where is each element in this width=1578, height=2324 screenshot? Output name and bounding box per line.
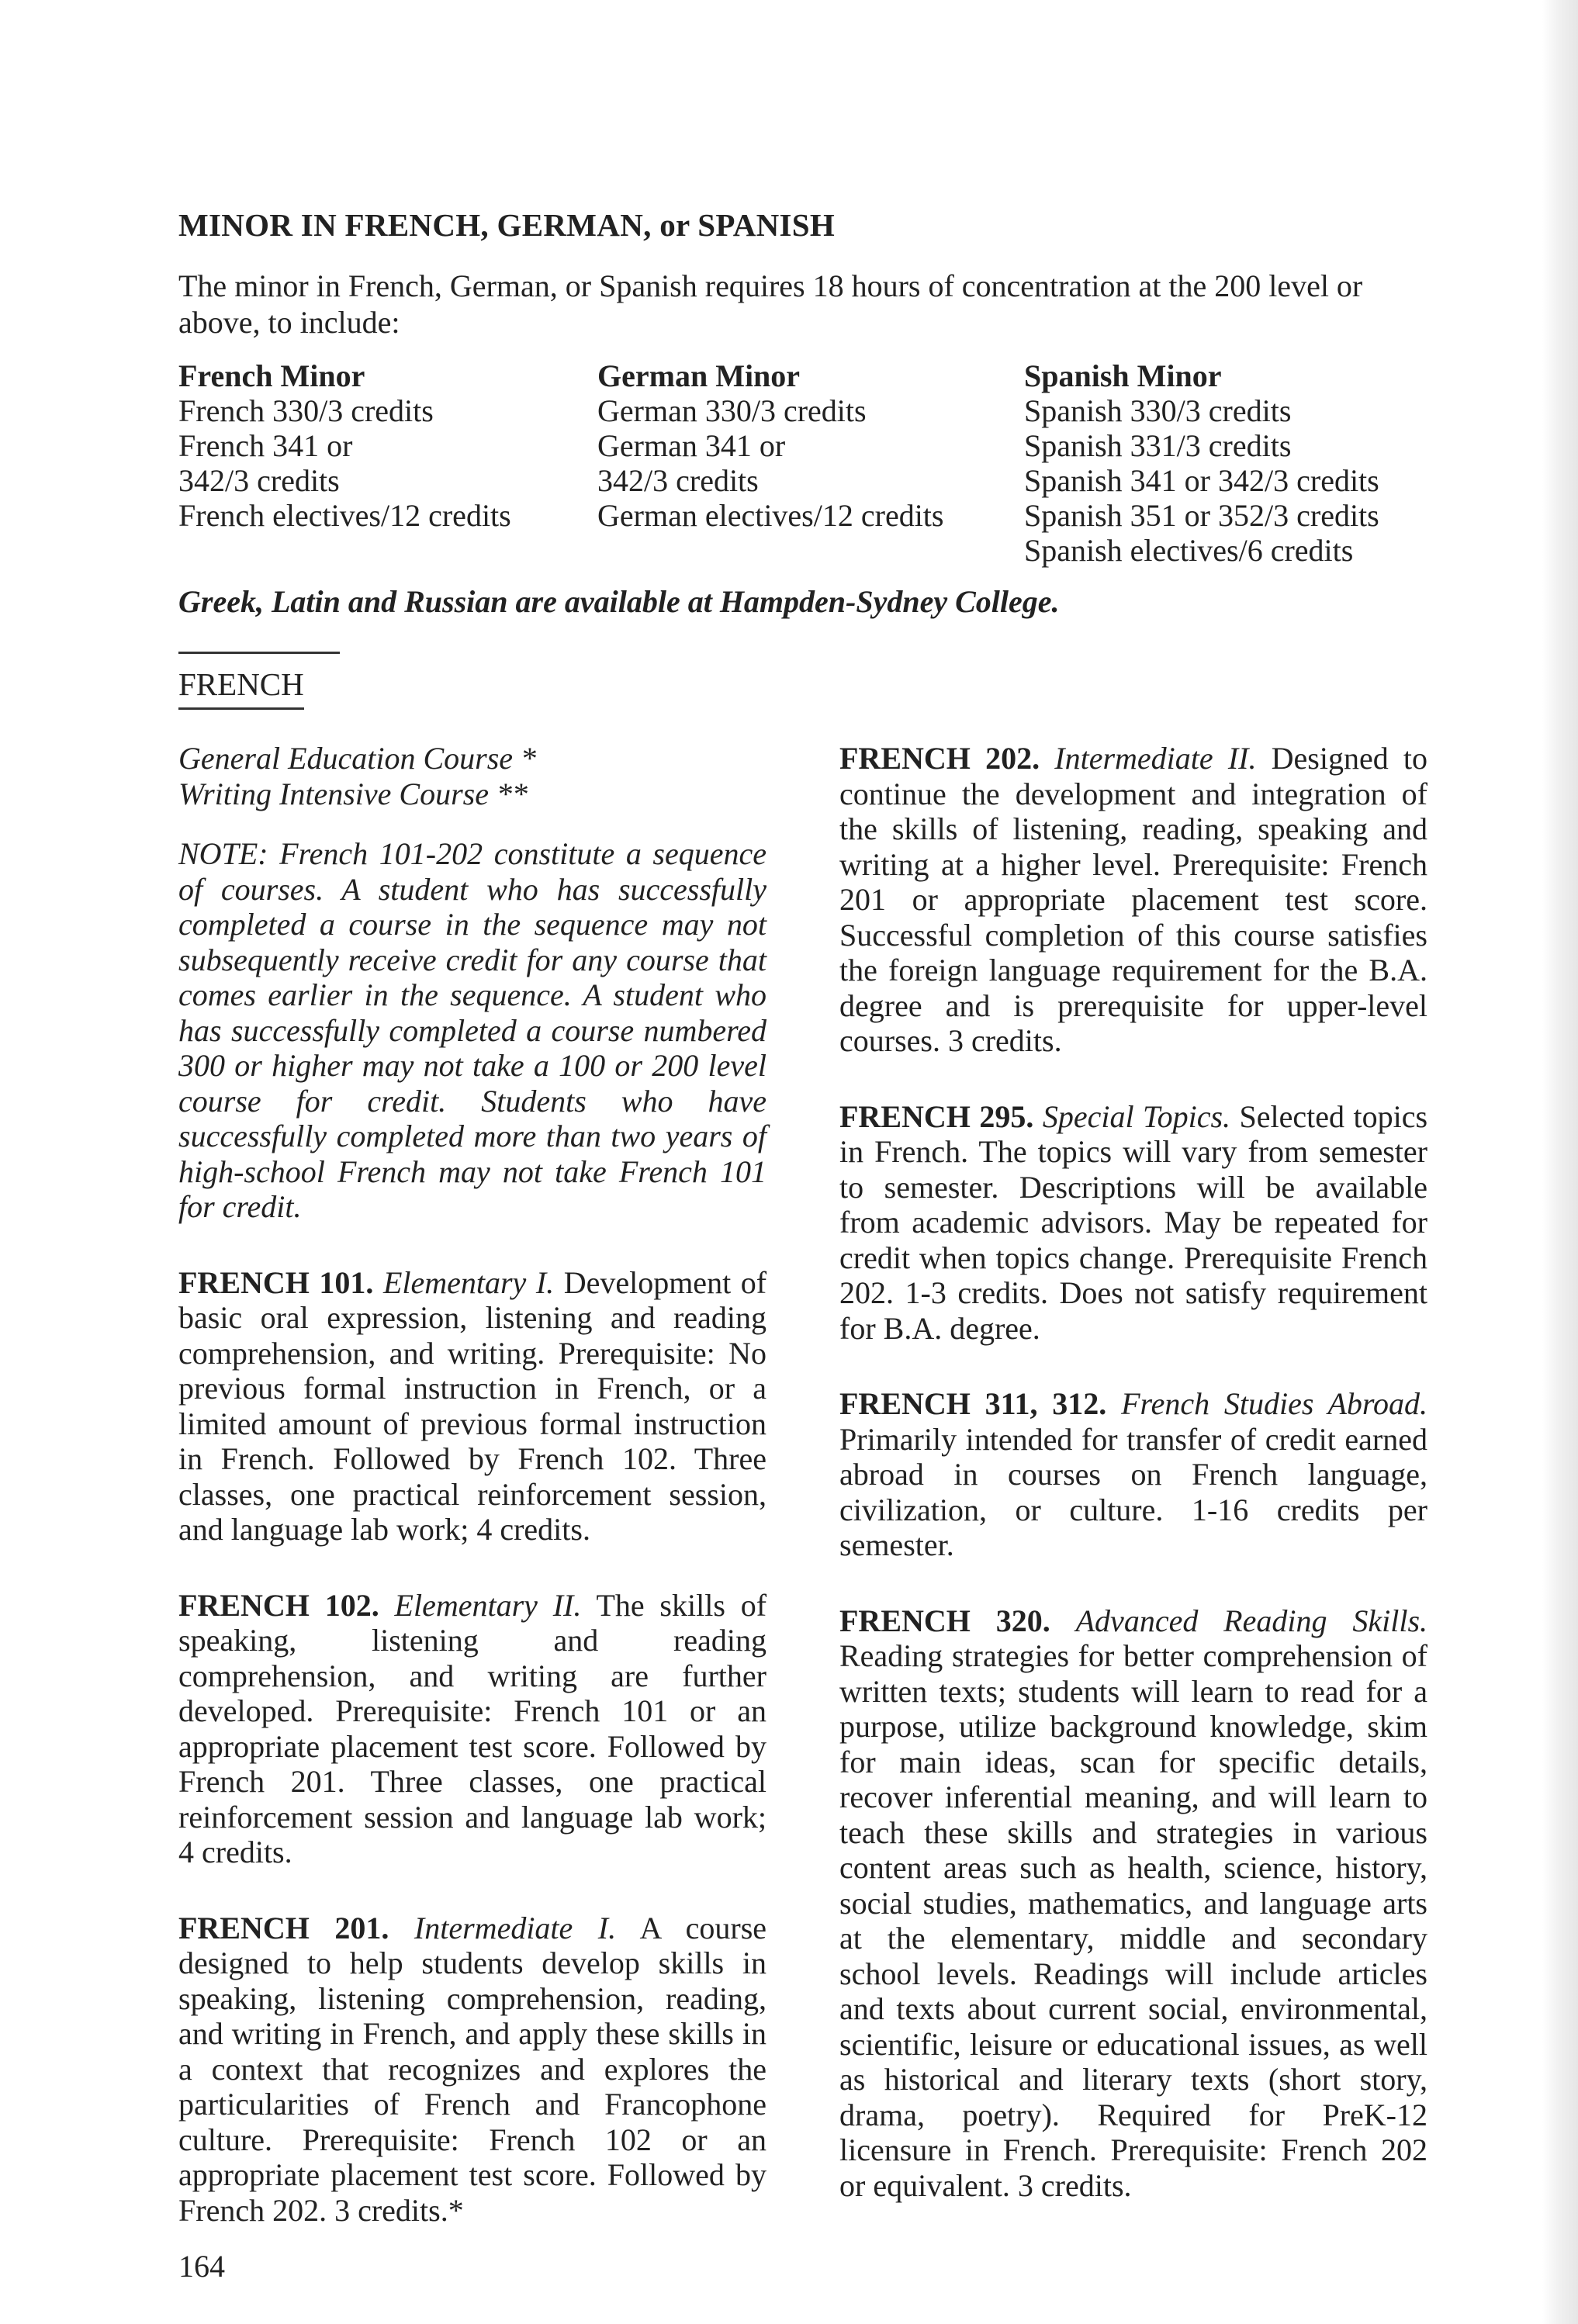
gen-ed-legend: General Education Course * [178, 741, 537, 776]
course-title: Elementary II. [394, 1587, 582, 1623]
course-description: Designed to continue the development and integration of the skills of listening, reading, speaking and writing at a higher level. Prerequisite: French 201 or appropriate placement test score. Successful completion of this course satisfies the foreign language requirement for the B.A. degree and is prerequisite for upper-level courses. 3 credits. [839, 741, 1428, 1058]
german-minor-item: German 330/3 credits [597, 393, 867, 428]
course-number: FRENCH 101. [178, 1264, 374, 1300]
right-column [839, 741, 1427, 2203]
course-number: FRENCH 295. [839, 1098, 1034, 1134]
german-minor-item: German 341 or [597, 428, 786, 463]
spanish-minor-column [1024, 358, 1379, 568]
spanish-minor-heading: Spanish Minor [1024, 358, 1222, 393]
course-number: FRENCH 311, 312. [839, 1386, 1107, 1421]
course-number: FRENCH 202. [839, 741, 1040, 776]
sequence-note: NOTE: French 101-202 constitute a sequence of courses. A student who has successfully completed a course in the sequence may not subsequently receive credit for any course that comes earlier in the sequence. A student who has successfully completed a course numbered 300 or higher may not take a 100 or 200 level course for credit. Students who have successfully completed more than two years of high-school French may not take French 101 for credit. [178, 836, 767, 1224]
course-title: Advanced Reading Skills. [1075, 1603, 1428, 1638]
french-minor-item: French electives/12 credits [178, 498, 511, 533]
german-minor-item: 342/3 credits [597, 463, 759, 498]
course-french-201 [178, 1911, 767, 2229]
french-minor-column [178, 358, 511, 533]
course-french-311-312 [839, 1386, 1427, 1563]
spanish-minor-item: Spanish 331/3 credits [1024, 428, 1292, 463]
course-french-102 [178, 1588, 767, 1870]
course-title: Elementary I. [382, 1264, 555, 1300]
section-title-french: FRENCH [178, 666, 304, 710]
course-description: Primarily intended for transfer of credit earned abroad in courses on French language, civilization, or culture. 1-16 credits per semester. [839, 1421, 1427, 1562]
course-french-295 [839, 1099, 1427, 1347]
section-divider [178, 652, 340, 654]
french-minor-item: 342/3 credits [178, 463, 340, 498]
course-title: Intermediate II. [1054, 741, 1257, 776]
language-availability-note: Greek, Latin and Russian are available at Hampden-Sydney College. [178, 584, 1060, 619]
left-column [178, 741, 767, 2228]
course-french-320 [839, 1603, 1427, 2204]
french-minor-heading: French Minor [178, 358, 365, 393]
course-description: The skills of speaking, listening and reading comprehension, and writing are further developed. Prerequisite: French 101 or an appropriate placement test score. Followed by French 201. Three classes, one practical reinforcement session and language lab work; 4 credits. [178, 1587, 767, 1869]
course-description: Selected topics in French. The topics will vary from semester to semester. Descriptions will be available from academic advisors. May be repeated for credit when topics change. Prerequisite French 202. 1-3 credits. Does not satisfy requirement for B.A. degree. [839, 1098, 1428, 1346]
spanish-minor-item: Spanish 351 or 352/3 credits [1024, 498, 1379, 533]
minor-heading: MINOR IN FRENCH, GERMAN, or SPANISH [178, 207, 836, 243]
course-number: FRENCH 102. [178, 1587, 379, 1623]
french-minor-item: French 330/3 credits [178, 393, 434, 428]
course-french-202 [839, 741, 1427, 1059]
page-edge-shadow [1542, 0, 1578, 2324]
german-minor-heading: German Minor [597, 358, 801, 393]
german-minor-column [597, 358, 943, 533]
course-number: FRENCH 320. [839, 1603, 1050, 1638]
course-french-101 [178, 1265, 767, 1548]
course-description: A course designed to help students develop skills in speaking, listening comprehension, reading, and writing in French, and apply these skills in a context that recognizes and explores the particularities of French and Francophone culture. Prerequisite: French 102 or an appropriate placement test score. Followed by French 202. 3 credits.* [178, 1910, 767, 2228]
writing-intensive-legend: Writing Intensive Course ** [178, 776, 528, 811]
spanish-minor-item: Spanish 330/3 credits [1024, 393, 1292, 428]
spanish-minor-item: Spanish 341 or 342/3 credits [1024, 463, 1379, 498]
course-title: Intermediate I. [414, 1910, 617, 1945]
course-description: Development of basic oral expression, listening and reading comprehension, and writing. Prerequisite: No previous formal instruction in French, or a limited amount of previous formal instruction in French. Followed by French 102. Three classes, one practical reinforcement session, and language lab work; 4 credits. [178, 1264, 767, 1547]
course-description: Reading strategies for better comprehension of written texts; students will learn to read for a purpose, utilize background knowledge, skim for main ideas, scan for specific details, recover inferential meaning, and will learn to teach these skills and strategies in various content areas such as health, science, history, social studies, mathematics, and language arts at the elementary, middle and secondary school levels. Readings will include articles and texts about current social, environmental, scientific, leisure or educational issues, as well as historical and literary texts (short story, drama, poetry). Required for PreK-12 licensure in French. Prerequisite: French 202 or equivalent. 3 credits. [839, 1638, 1427, 2203]
french-minor-item: French 341 or [178, 428, 353, 463]
german-minor-item: German electives/12 credits [597, 498, 944, 533]
page-number: 164 [178, 2249, 225, 2284]
minor-intro: The minor in French, German, or Spanish requires 18 hours of concentration at the 200 level or above, to include: [178, 268, 1363, 340]
spanish-minor-item: Spanish electives/6 credits [1024, 533, 1354, 568]
course-title: French Studies Abroad. [1121, 1386, 1428, 1421]
course-number: FRENCH 201. [178, 1910, 389, 1945]
course-title: Special Topics. [1042, 1098, 1231, 1134]
